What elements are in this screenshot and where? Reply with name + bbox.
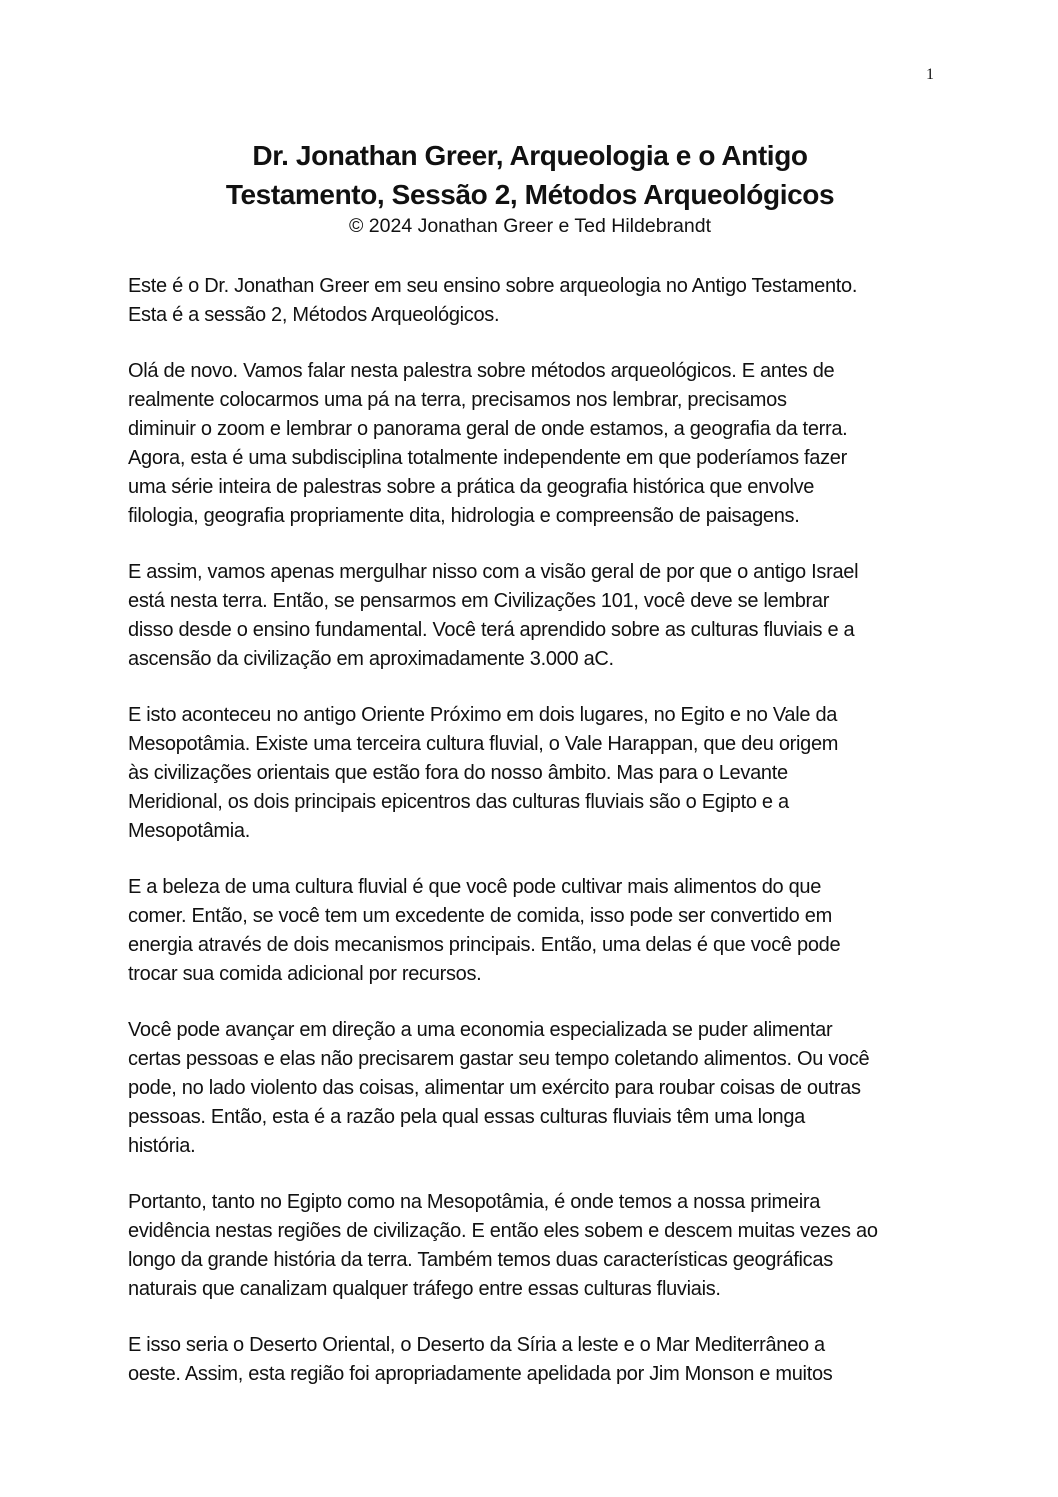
text-line: história.: [128, 1135, 196, 1157]
text-line: ascensão da civilização em aproximadamente 3.000 aC.: [128, 648, 614, 670]
text-line: trocar sua comida adicional por recursos.: [128, 963, 482, 985]
text-line: E a beleza de uma cultura fluvial é que você pode cultivar mais alimentos do que: [128, 876, 822, 898]
text-line: Meridional, os dois principais epicentros das culturas fluviais são o Egipto e a: [128, 791, 789, 813]
text-line: E assim, vamos apenas mergulhar nisso com a visão geral de por que o antigo Israel: [128, 561, 859, 583]
paragraph: [128, 1188, 948, 1304]
text-line: Olá de novo. Vamos falar nesta palestra sobre métodos arqueológicos. E antes de: [128, 360, 835, 382]
document-title-line-2: Testamento, Sessão 2, Métodos Arqueológicos: [225, 179, 835, 210]
text-line: pessoas. Então, esta é a razão pela qual essas culturas fluviais têm uma longa: [128, 1106, 806, 1128]
text-line: realmente colocarmos uma pá na terra, precisamos nos lembrar, precisamos: [128, 389, 787, 411]
text-line: energia através de dois mecanismos principais. Então, uma delas é que você pode: [128, 934, 841, 956]
document-header: [128, 136, 932, 238]
text-line: Mesopotâmia. Existe uma terceira cultura fluvial, o Vale Harappan, que deu origem: [128, 733, 839, 755]
text-line: certas pessoas e elas não precisarem gastar seu tempo coletando alimentos. Ou você: [128, 1048, 870, 1070]
text-line: Mesopotâmia.: [128, 820, 251, 842]
text-line: pode, no lado violento das coisas, alimentar um exército para roubar coisas de outras: [128, 1077, 861, 1099]
text-line: comer. Então, se você tem um excedente de comida, isso pode ser convertido em: [128, 905, 832, 927]
text-line: diminuir o zoom e lembrar o panorama geral de onde estamos, a geografia da terra.: [128, 418, 848, 440]
text-line: filologia, geografia propriamente dita, hidrologia e compreensão de paisagens.: [128, 505, 800, 527]
text-line: Agora, esta é uma subdisciplina totalmente independente em que poderíamos fazer: [128, 447, 847, 469]
document-body: [128, 272, 948, 1416]
text-line: Esta é a sessão 2, Métodos Arqueológicos.: [128, 304, 500, 326]
paragraph: [128, 873, 948, 989]
paragraph: [128, 1331, 948, 1389]
text-line: Portanto, tanto no Egipto como na Mesopotâmia, é onde temos a nossa primeira: [128, 1191, 821, 1213]
paragraph: [128, 357, 948, 531]
text-line: evidência nestas regiões de civilização. E então eles sobem e descem muitas vezes ao: [128, 1220, 878, 1242]
text-line: oeste. Assim, esta região foi apropriadamente apelidada por Jim Monson e muitos: [128, 1363, 833, 1385]
text-line: Você pode avançar em direção a uma economia especializada se puder alimentar: [128, 1019, 833, 1041]
text-line: longo da grande história da terra. Também temos duas características geográficas: [128, 1249, 833, 1271]
text-line: naturais que canalizam qualquer tráfego entre essas culturas fluviais.: [128, 1278, 721, 1300]
text-line: às civilizações orientais que estão fora do nosso âmbito. Mas para o Levante: [128, 762, 788, 784]
text-line: disso desde o ensino fundamental. Você terá aprendido sobre as culturas fluviais e a: [128, 619, 855, 641]
text-line: Este é o Dr. Jonathan Greer em seu ensino sobre arqueologia no Antigo Testamento.: [128, 275, 858, 297]
text-line: uma série inteira de palestras sobre a prática da geografia histórica que envolve: [128, 476, 815, 498]
paragraph: [128, 1016, 948, 1161]
paragraph: [128, 701, 948, 846]
copyright-notice: © 2024 Jonathan Greer e Ted Hildebrandt: [349, 215, 711, 237]
paragraph: [128, 558, 948, 674]
text-line: está nesta terra. Então, se pensarmos em Civilizações 101, você deve se lembrar: [128, 590, 830, 612]
text-line: E isso seria o Deserto Oriental, o Deserto da Síria a leste e o Mar Mediterrâneo a: [128, 1334, 825, 1356]
paragraph: [128, 272, 948, 330]
document-title-line-1: Dr. Jonathan Greer, Arqueologia e o Antigo: [252, 140, 808, 171]
text-line: E isto aconteceu no antigo Oriente Próximo em dois lugares, no Egito e no Vale da: [128, 704, 838, 726]
page-number: 1: [926, 66, 934, 83]
